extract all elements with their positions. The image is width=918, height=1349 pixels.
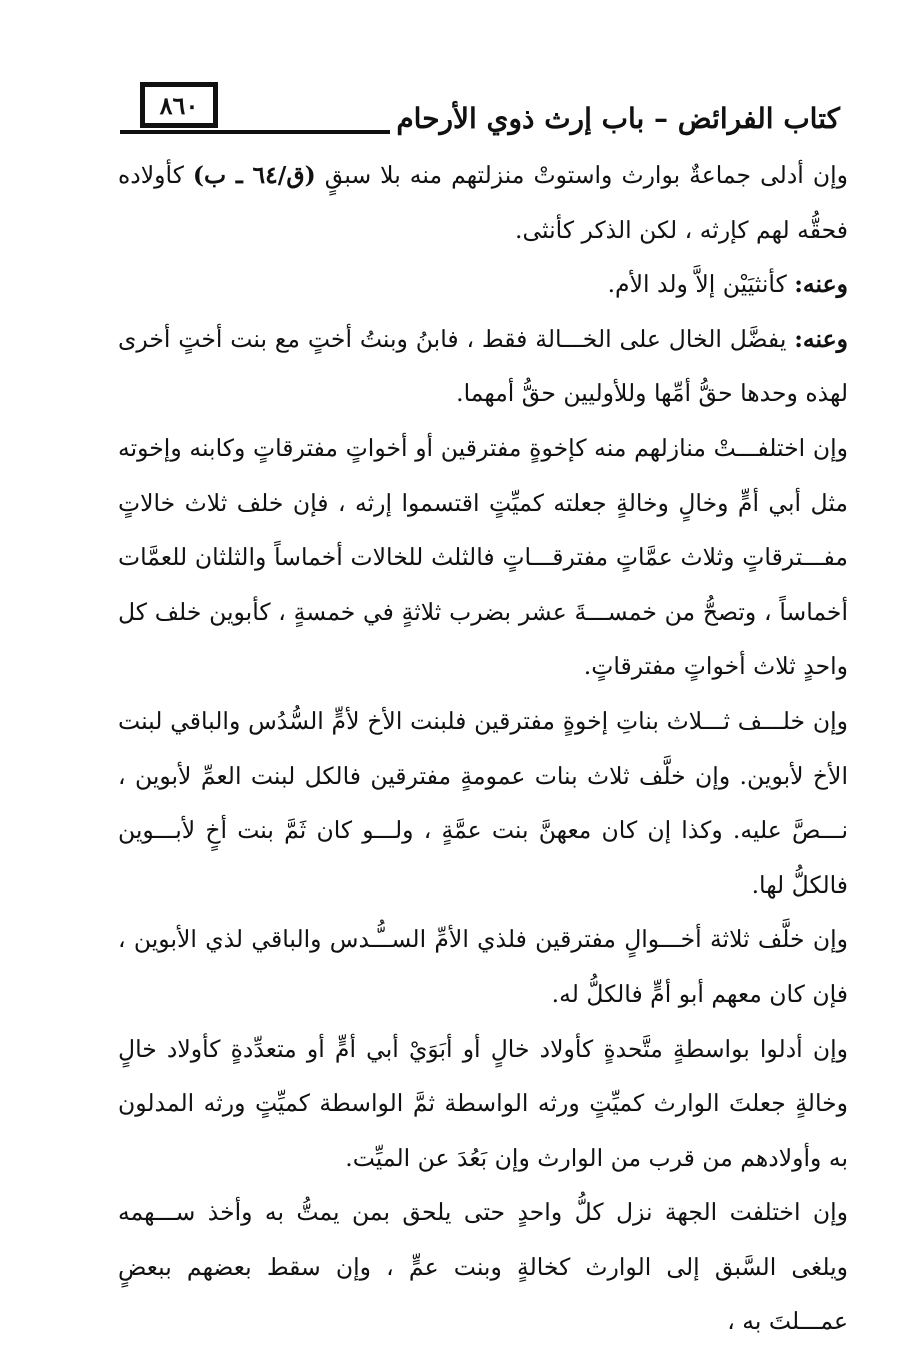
paragraph-text: وإن خلـــف ثـــلاث بناتِ إخوةٍ مفترقين فلبنت الأخ لأمٍّ السُّدُس والباقي لبنت الأخ لأبوين. وإن خلَّف ثلاث بنات عمومةٍ مفترقين فالكل لبنت العمِّ لأبوين ، نـــصَّ عليه. وكذا إن كان معهنَّ بنت عمَّةٍ ، ولـــو كان ثَمَّ بنت أخٍ لأبـــوين فالكلُّ لها.	[118, 706, 848, 899]
paragraph-text: وإن اختلفـــتْ منازلهم منه كإخوةٍ مفترقين أو أخواتٍ مفترقاتٍ وكابنه وإخوته مثل أبي أمٍّ وخالٍ وخالةٍ جعلته كميِّتٍ اقتسموا إرثه ، فإن خلف ثلاث خالاتٍ مفـــترقاتٍ وثلاث عمَّاتٍ مفترقـــاتٍ فالثلث للخالات أخماساً والثلثان للعمَّات أخماساً ، وتصحُّ من خمســـةَ عشر بضرب ثلاثةٍ في خمسةٍ ، كأبوين خلف كل واحدٍ ثلاث أخواتٍ مفترقاتٍ.	[118, 433, 848, 681]
paragraph	[118, 148, 848, 257]
body-text	[118, 148, 848, 1349]
paragraph-text: وإن اختلفت الجهة نزل كلُّ واحدٍ حتى يلحق بمن يمتُّ به وأخذ ســـهمه ويلغى السَّبق إلى الوارث كخالةٍ وبنت عمٍّ ، وإن سقط بعضهم ببعضٍ عمـــلتَ به ،	[118, 1198, 848, 1336]
paragraph	[118, 1185, 848, 1349]
manuscript-reference: (ق/٦٤ ـ ب)	[192, 161, 316, 189]
paragraph-text: وإن أدلوا بواسطةٍ متَّحدةٍ كأولاد خالٍ أو أبَوَيْ أبي أمٍّ أو متعدِّدةٍ كأولاد خالٍ وخالةٍ جعلتَ الوارث كميِّتٍ ورثه الواسطة ثمَّ الواسطة كميِّتٍ ورثه المدلون به وأولادهم من قرب من الوارث وإن بَعُدَ عن الميِّت.	[118, 1034, 848, 1172]
paragraph-text: كأنثيَيْن إلاَّ ولد الأم.	[607, 270, 795, 299]
paragraph	[118, 312, 848, 421]
paragraph	[118, 421, 848, 694]
paragraph-lead: وعنه:	[794, 270, 848, 299]
page-number-text: ٨٦٠	[159, 90, 199, 120]
paragraph-lead: وعنه:	[794, 324, 848, 353]
paragraph	[118, 694, 848, 912]
paragraph	[118, 257, 848, 312]
paragraph	[118, 1022, 848, 1186]
paragraph-text: كأولاده فحقُّه لهم كإرثه ، لكن الذكر كأنثى.	[118, 161, 848, 244]
paragraph-text: وإن خلَّف ثلاثة أخـــوالٍ مفترقين فلذي الأمِّ الســُّـدس والباقي لذي الأبوين ، فإن كان معهم أبو أمٍّ فالكلُّ له.	[118, 925, 848, 1008]
running-header-title: كتاب الفرائض – باب إرث ذوي الأرحام	[390, 102, 846, 135]
paragraph-text: يفضَّل الخال على الخـــالة فقط ، فابنُ وبنتُ أختٍ مع بنت أختٍ أخرى لهذه وحدها حقُّ أمِّها وللأوليين حقُّ أمهما.	[118, 324, 848, 408]
page-number	[140, 82, 218, 128]
paragraph	[118, 912, 848, 1021]
paragraph-text: وإن أدلى جماعةٌ بوارث واستوتْ منزلتهم منه بلا سبقٍ	[315, 161, 848, 189]
